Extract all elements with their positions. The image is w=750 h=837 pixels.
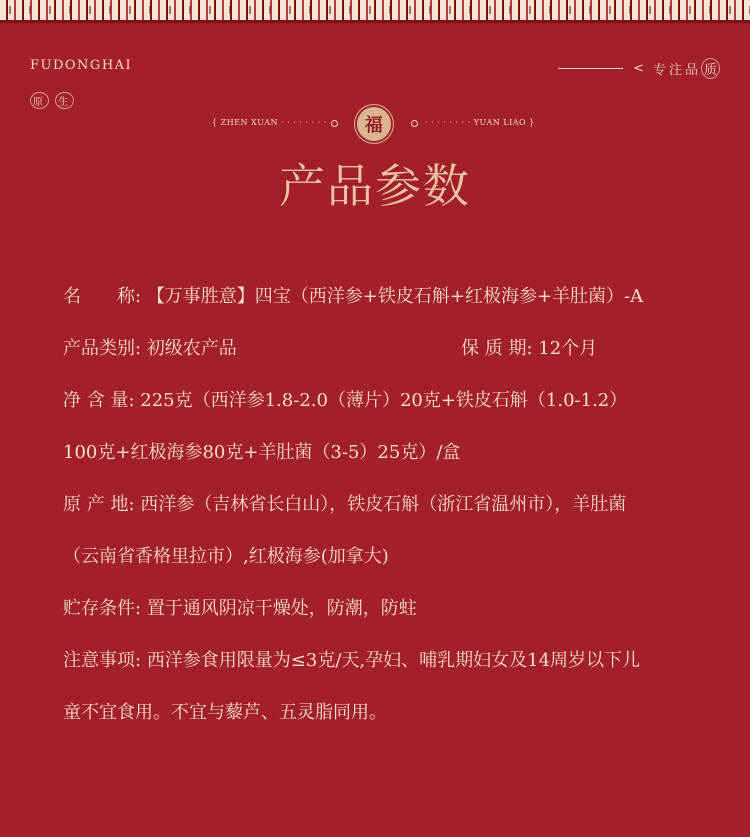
param-net-value-1: 225克（西洋参1.8-2.0（薄片）20克+铁皮石斛（1.0-1.2） [140, 390, 628, 411]
slogan-line [558, 68, 623, 69]
param-note-value-1: 西洋参食用限量为≤3克/天,孕妇、哺乳期妇女及14周岁以下儿 [146, 650, 641, 671]
param-shelf-row [461, 334, 597, 360]
param-category-row [63, 334, 237, 360]
deco-left-text: { ZHEN XUAN · · · · · · · · [212, 118, 327, 127]
slogan [558, 58, 720, 79]
title-ornament [0, 107, 750, 137]
deco-dot-right [411, 120, 418, 127]
deco-dot-left [331, 120, 338, 127]
param-note-label: 注意事项: [63, 650, 142, 671]
decorative-border [0, 0, 750, 23]
param-note-row [63, 646, 640, 672]
param-name-label: 名 称: [63, 286, 142, 307]
param-category-value: 初级农产品 [146, 338, 237, 359]
brand-name: FUDONGHAI [30, 58, 133, 73]
param-net-row-2 [63, 438, 460, 464]
param-origin-row-2 [63, 542, 389, 568]
param-storage-row [63, 594, 417, 620]
param-origin-row [63, 490, 626, 516]
param-net-label: 净 含 量: [63, 390, 135, 411]
param-net-value-2: 100克+红极海参80克+羊肚菌（3-5）25克）/盒 [63, 442, 461, 463]
param-note-row-2 [63, 698, 387, 724]
fu-seal: 福 [357, 107, 391, 141]
slogan-arrow: < [633, 61, 647, 76]
param-storage-label: 贮存条件: [63, 598, 142, 619]
param-origin-value-1: 西洋参（吉林省长白山），铁皮石斛（浙江省温州市），羊肚菌 [140, 494, 627, 515]
param-name-value: 【万事胜意】四宝（西洋参+铁皮石斛+红极海参+羊肚菌）-A [146, 286, 644, 307]
slogan-text: 专注品 [652, 63, 701, 78]
page-title: 产品参数 [279, 159, 471, 213]
param-net-row [63, 386, 627, 412]
native-char-2: 生 [55, 92, 74, 109]
param-origin-label: 原 产 地: [63, 494, 135, 515]
param-name-row [63, 282, 643, 308]
native-char-1: 原 [30, 92, 49, 109]
param-storage-value: 置于通风阴凉干燥处，防潮，防蛀 [146, 598, 417, 619]
deco-right-text: · · · · · · · · YUAN LIAO } [425, 118, 535, 127]
param-category-label: 产品类别: [63, 338, 142, 359]
slogan-last-char: 质 [701, 58, 720, 79]
param-note-value-2: 童不宜食用。不宜与藜芦、五灵脂同用。 [63, 702, 387, 723]
param-shelf-value: 12个月 [538, 338, 598, 359]
param-origin-value-2: （云南省香格里拉市）,红极海参(加拿大) [63, 546, 389, 567]
param-shelf-label: 保 质 期: [461, 338, 533, 359]
